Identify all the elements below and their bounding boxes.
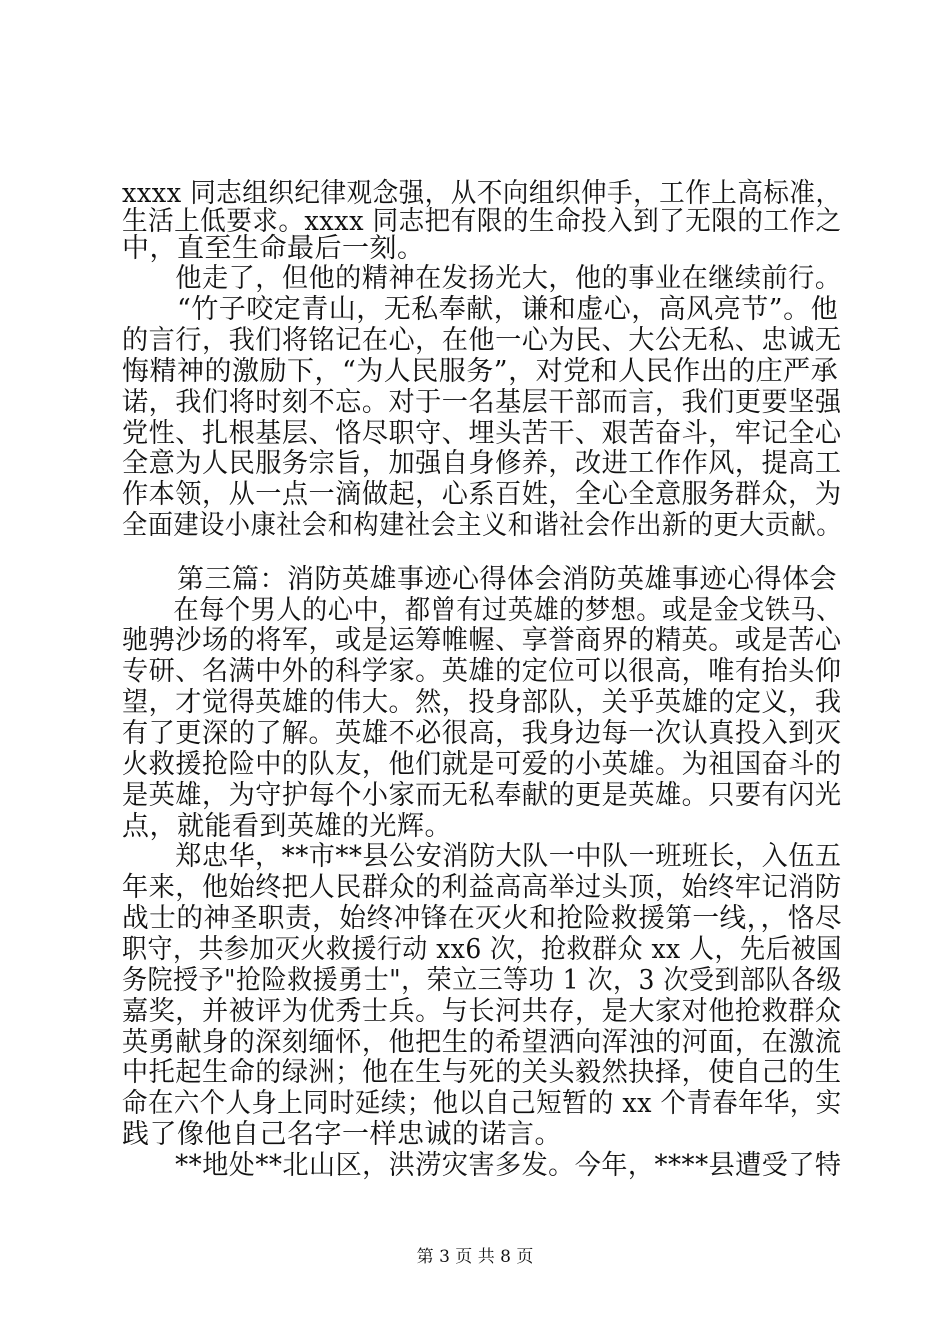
section-heading: 第三篇：消防英雄事迹心得体会消防英雄事迹心得体会 <box>122 564 837 595</box>
page-footer: 第 3 页 共 8 页 <box>416 1247 534 1267</box>
text-line: **地处**北山区，洪涝灾害多发。今年，****县遭受了特 <box>122 1150 842 1181</box>
text-line: 战士的神圣职责，始终冲锋在灭火和抢险救援第一线，，恪尽 <box>122 903 843 934</box>
text-line: 诺，我们将时刻不忘。对于一名基层干部而言，我们更要坚强 <box>122 387 842 418</box>
text-line: 点，就能看到英雄的光辉。 <box>122 811 452 842</box>
text-line: 驰骋沙场的将军，或是运筹帷幄、享誉商界的精英。或是苦心 <box>122 625 842 656</box>
text-line: 是英雄，为守护每个小家而无私奉献的更是英雄。只要有闪光 <box>122 780 842 811</box>
text-line: 的言行，我们将铭记在心，在他一心为民、大公无私、忠诚无 <box>122 325 842 356</box>
text-line: 命在六个人身上同时延续；他以自己短暂的 xx 个青春年华，实 <box>122 1088 842 1119</box>
text-line: 践了像他自己名字一样忠诚的诺言。 <box>122 1119 562 1150</box>
text-line: 中托起生命的绿洲；他在生与死的关头毅然抉择，使自己的生 <box>122 1057 842 1088</box>
text-line: xxxx 同志组织纪律观念强，从不向组织伸手，工作上高标准， <box>122 178 842 209</box>
text-line: 悔精神的激励下，“为人民服务”，对党和人民作出的庄严承 <box>122 356 839 387</box>
text-line: 他走了，但他的精神在发扬光大，他的事业在继续前行。 <box>122 263 842 294</box>
text-line: 全意为人民服务宗旨，加强自身修养，改进工作作风，提高工 <box>122 448 842 479</box>
text-line: 英勇献身的深刻缅怀，他把生的希望洒向浑浊的河面，在激流 <box>122 1027 842 1058</box>
text-line: 务院授予"抢险救援勇士"，荣立三等功 1 次，3 次受到部队各级 <box>122 965 842 996</box>
text-line: 作本领，从一点一滴做起，心系百姓，全心全意服务群众，为 <box>122 479 842 510</box>
text-line: 全面建设小康社会和构建社会主义和谐社会作出新的更大贡献。 <box>122 510 843 541</box>
text-line: 职守，共参加灭火救援行动 xx6 次，抢救群众 xx 人，先后被国 <box>122 934 842 965</box>
text-line: 火救援抢险中的队友，他们就是可爱的小英雄。为祖国奋斗的 <box>122 749 842 780</box>
text-line: “竹子咬定青山，无私奉献，谦和虚心，高风亮节”。他 <box>122 294 839 325</box>
text-line: 望，才觉得英雄的伟大。然，投身部队，关乎英雄的定义，我 <box>122 687 842 718</box>
text-line: 生活上低要求。xxxx 同志把有限的生命投入到了无限的工作之 <box>122 206 842 237</box>
text-line: 党性、扎根基层、恪尽职守、埋头苦干、艰苦奋斗，牢记全心 <box>122 418 842 449</box>
text-line: 郑忠华，**市**县公安消防大队一中队一班班长，入伍五 <box>122 841 842 872</box>
text-line: 在每个男人的心中，都曾有过英雄的梦想。或是金戈铁马、 <box>122 595 843 626</box>
text-line: 有了更深的了解。英雄不必很高，我身边每一次认真投入到灭 <box>122 718 842 749</box>
text-line: 嘉奖，并被评为优秀士兵。与长河共存，是大家对他抢救群众 <box>122 996 842 1027</box>
text-line: 中，直至生命最后一刻。 <box>122 233 425 264</box>
text-line: 专研、名满中外的科学家。英雄的定位可以很高，唯有抬头仰 <box>122 656 842 687</box>
text-line: 年来，他始终把人民群众的利益高高举过头顶，始终牢记消防 <box>122 872 842 903</box>
